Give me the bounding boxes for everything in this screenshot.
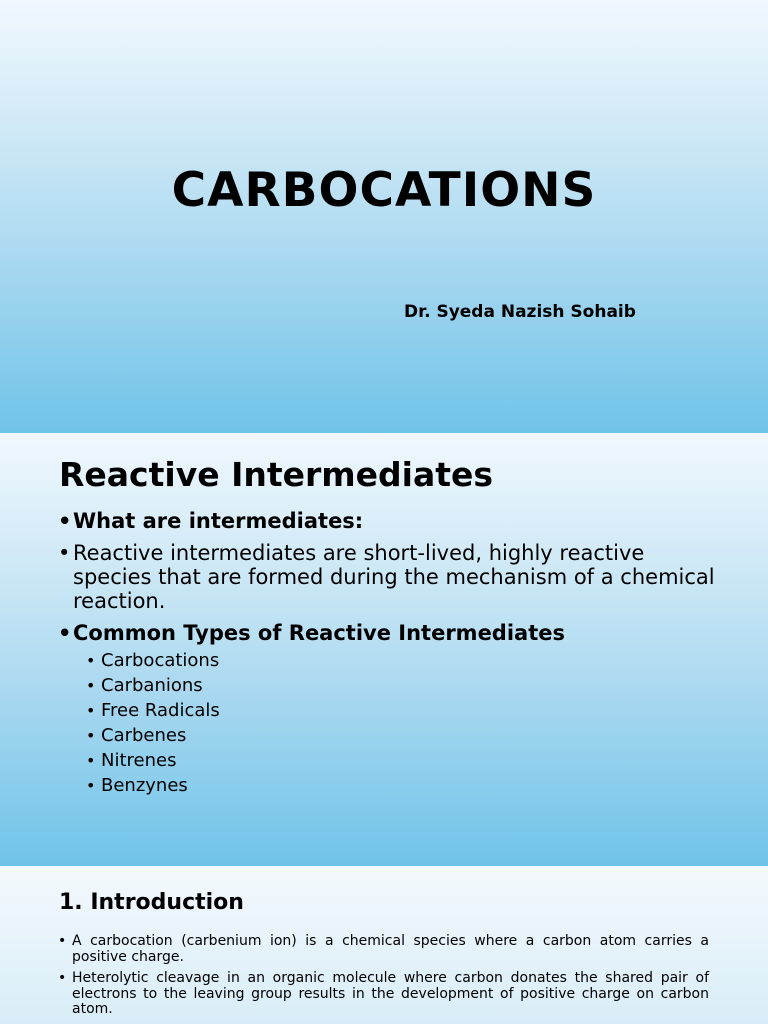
- bullet-item: • A carbocation (carbenium ion) is a chemical species where a carbon atom carries a positive charge.: [58, 934, 709, 965]
- bullet-list: [58, 509, 718, 806]
- introduction-slide: [0, 866, 768, 1024]
- slide-heading: 1. Introduction: [59, 890, 244, 915]
- slide-title: CARBOCATIONS: [171, 163, 597, 218]
- bullet-item: • Heterolytic cleavage in an organic molecule where carbon donates the shared pair of electrons to the leaving group results in the development of positive charge on carbon atom.: [58, 971, 709, 1018]
- bullet-item: • Reactive intermediates are short-lived, highly reactive species that are formed during the mechanism of a chemical reaction.: [58, 541, 718, 613]
- title-slide: [0, 0, 768, 433]
- slide-title: Reactive Intermediates: [59, 455, 494, 494]
- sub-bullet-item: • Free Radicals: [86, 698, 718, 723]
- author-name: Dr. Syeda Nazish Sohaib: [404, 302, 636, 322]
- sub-bullet-item: • Carbocations: [86, 648, 718, 673]
- reactive-intermediates-slide: [0, 433, 768, 866]
- bullet-item-types: [58, 621, 718, 798]
- sub-bullet-item: • Carbanions: [86, 673, 718, 698]
- sub-bullet-item: • Benzynes: [86, 773, 718, 798]
- types-sublist: [86, 648, 718, 798]
- sub-bullet-item: • Carbenes: [86, 723, 718, 748]
- bullet-text: Common Types of Reactive Intermediates: [73, 621, 565, 645]
- bullet-list: [58, 934, 709, 1024]
- bullet-item: • What are intermediates:: [58, 509, 718, 533]
- sub-bullet-item: • Nitrenes: [86, 748, 718, 773]
